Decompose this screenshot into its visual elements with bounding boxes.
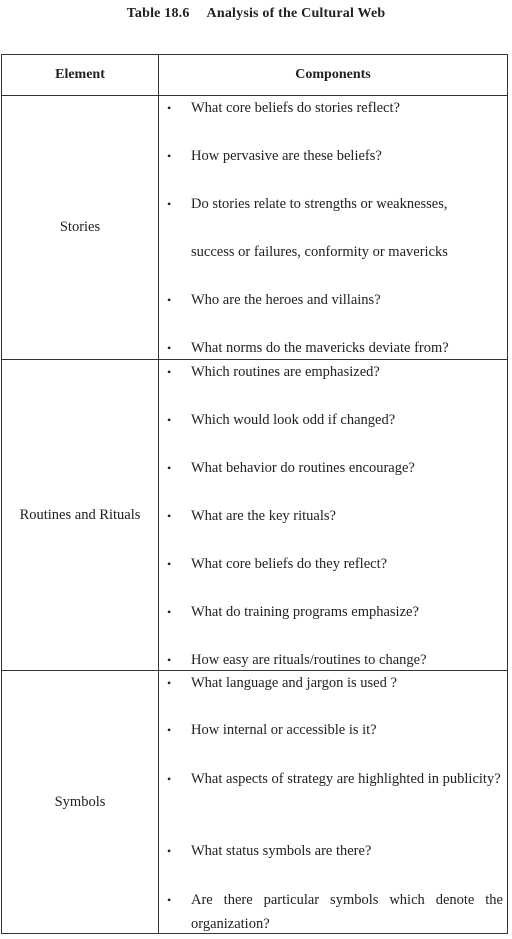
bullet: • (167, 461, 172, 475)
bullet: • (167, 149, 172, 163)
bullet: • (167, 723, 172, 737)
element-symbols: Symbols (54, 794, 106, 810)
table-caption (0, 6, 512, 22)
column-divider (158, 55, 159, 933)
bullet: • (167, 341, 172, 355)
table-title: Analysis of the Cultural Web (206, 6, 386, 21)
bullet: • (167, 509, 172, 523)
table-number: Table 18.6 (126, 6, 190, 21)
bullet: • (167, 772, 172, 786)
element-routines-rituals: Routines and Rituals (19, 506, 141, 523)
bullet: • (167, 676, 172, 690)
bullet: • (167, 557, 172, 571)
cultural-web-table: Element Components Stories • What core beliefs do stories reflect? • How pervasive are these beliefs? • Do stories relate to strengths or weaknesses, success or failures, conformity or mavericks • Who are the heroes and villains? • What norms do the mavericks deviate from? Routines and Rituals • Which routines are emphasized? • Which would look odd if changed? • What behavior do routines encourage? • What are the key rituals? • What core beliefs do they reflect? • What do training programs emphasize? • How easy are rituals/routines to change? Symbols • What language and jargon is used ? • How internal or accessible is it? • What aspects of strategy are highlighted in publicity? • What status symbols are there? • Are there particular symbols which denote the organization? (1, 54, 508, 934)
bullet: • (167, 197, 172, 211)
bullet: • (167, 653, 172, 667)
header-components: Components (295, 67, 371, 82)
bullet: • (167, 413, 172, 427)
bullet: • (167, 844, 172, 858)
bullet: • (167, 605, 172, 619)
element-stories: Stories (59, 219, 101, 235)
bullet: • (167, 293, 172, 307)
header-element: Element (55, 67, 105, 82)
bullet: • (167, 365, 172, 379)
bullet: • (167, 893, 172, 907)
bullet: • (167, 101, 172, 115)
